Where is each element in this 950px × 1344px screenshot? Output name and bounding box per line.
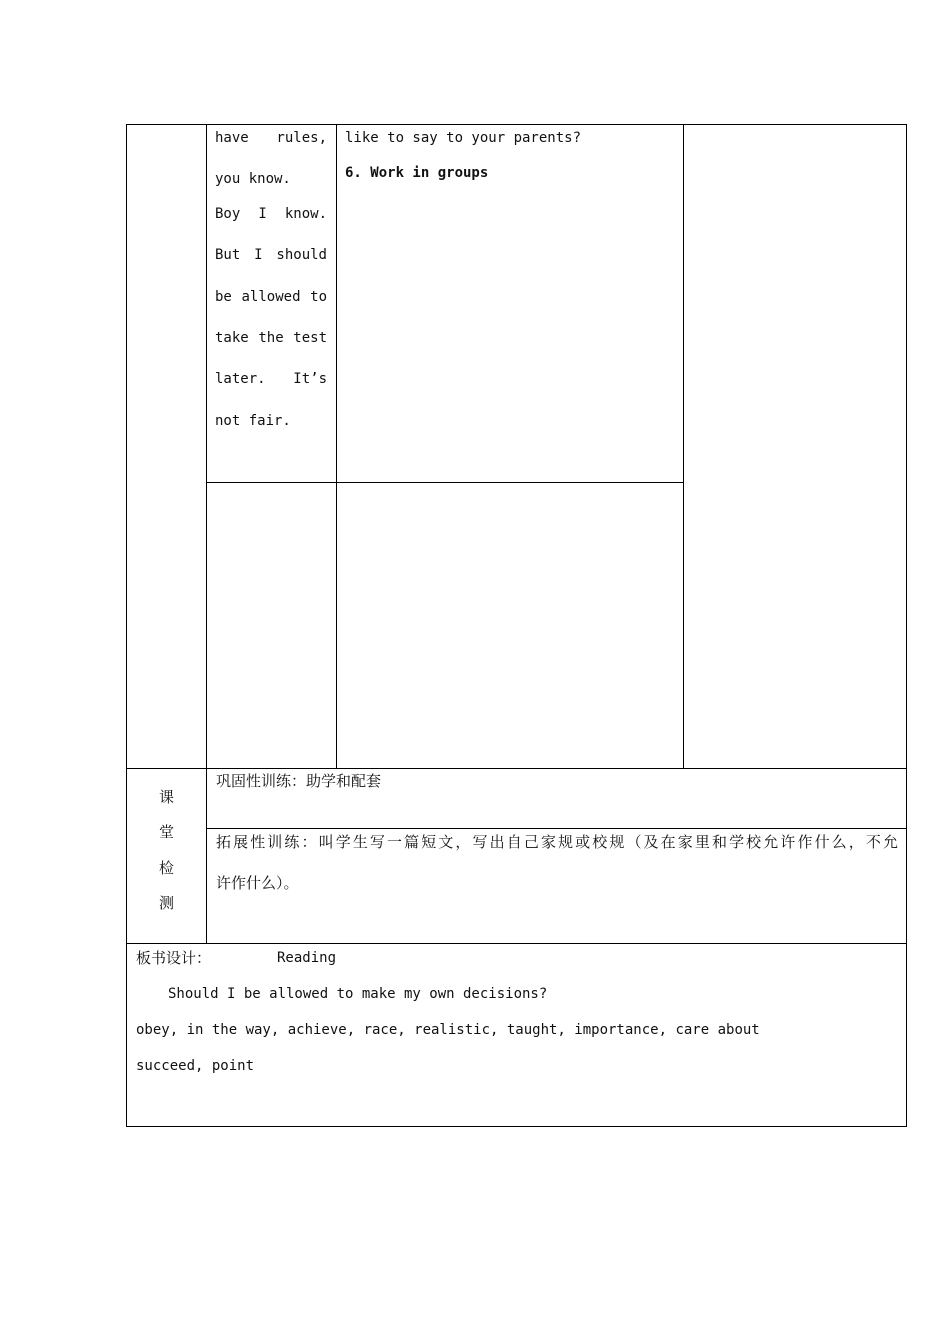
dialogue-line: have rules,: [215, 130, 327, 146]
row-divider-mid: [206, 482, 684, 483]
board-question: Should I be allowed to make my own decisions?: [168, 986, 548, 1002]
dialogue-line: later. It’s: [215, 371, 327, 387]
row-divider-check: [126, 768, 907, 769]
activity-question: like to say to your parents?: [345, 130, 582, 146]
col-divider-1: [206, 124, 207, 944]
consolidation-exercise: 巩固性训练：助学和配套: [216, 772, 382, 790]
activity-heading: 6. Work in groups: [345, 165, 489, 181]
dialogue-line: not fair.: [215, 413, 291, 429]
table-right-border: [906, 124, 907, 1127]
extension-exercise-line: 许作什么）。: [216, 874, 299, 892]
row-divider-extension: [206, 828, 907, 829]
extension-exercise-line: 拓展性训练：叫学生写一篇短文，写出自己家规或校规（及在家里和学校允许作什么，不允: [216, 833, 898, 851]
board-title: Reading: [277, 950, 337, 966]
dialogue-line: take the test: [215, 330, 327, 346]
check-label-char: 检: [159, 859, 175, 877]
check-label-char: 堂: [159, 823, 175, 841]
dialogue-line: you know.: [215, 171, 291, 187]
dialogue-line: Boy I know.: [215, 206, 327, 222]
table-bottom-border: [126, 1126, 907, 1127]
row-divider-board: [126, 943, 907, 944]
col-divider-3: [683, 124, 684, 769]
board-label: 板书设计：: [136, 949, 212, 967]
dialogue-line: But I should: [215, 247, 327, 263]
check-label-char: 课: [159, 788, 175, 806]
board-vocabulary: obey, in the way, achieve, race, realistic, taught, importance, care about: [136, 1022, 760, 1038]
board-vocabulary: succeed, point: [136, 1058, 255, 1074]
table-left-border: [126, 124, 127, 1127]
col-divider-2: [336, 124, 337, 769]
table-top-border: [126, 124, 907, 125]
check-label-char: 测: [159, 894, 175, 912]
dialogue-line: be allowed to: [215, 289, 327, 305]
